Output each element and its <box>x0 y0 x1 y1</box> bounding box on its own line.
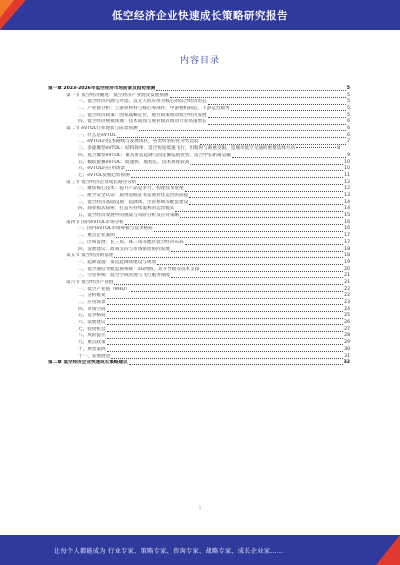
toc-entry-text: 一、起降设施：垂直起降场建设与规划 <box>78 259 157 265</box>
toc-leader-dots <box>107 298 344 299</box>
toc-entry-page: 12 <box>344 186 350 192</box>
toc-entry[interactable] <box>48 173 350 180</box>
toc-leader-dots <box>107 324 344 325</box>
toc-entry[interactable] <box>48 153 350 160</box>
toc-entry-page: 21 <box>344 273 350 279</box>
toc-entry-text: 一、低空经济内涵与外延，以无人机应用为核心的综合经济形态 <box>78 99 207 105</box>
toc-entry-text: 第一章 2023-2026年低空经济市场前景及趋势预测 <box>48 85 156 91</box>
toc-entry-page: 27 <box>344 326 350 332</box>
toc-entry-page: 18 <box>344 246 350 252</box>
toc-entry[interactable] <box>48 273 350 280</box>
toc-leader-dots <box>154 231 343 232</box>
toc-entry[interactable] <box>48 186 350 193</box>
toc-entry[interactable] <box>48 253 350 260</box>
toc-entry-text: 二、重点企业案例 <box>78 233 115 239</box>
toc-entry-page: 11 <box>344 172 350 178</box>
toc-entry[interactable] <box>48 213 350 220</box>
toc-leader-dots <box>296 147 336 148</box>
toc-leader-dots <box>208 117 346 118</box>
toc-entry[interactable] <box>48 280 350 287</box>
toc-entry-text: 四、商业模式探索：打造可持续盈利的运营模式 <box>78 206 175 212</box>
toc-entry-text: 第一节 低空经济概述：低空经济产业链及发展预测 <box>66 92 169 98</box>
toc-leader-dots <box>185 244 343 245</box>
toc-leader-dots <box>131 177 343 178</box>
toc-entry-text: 四、复合翼型eVTOL：兼具垂直起降与固定翼巡航优势，适合中长距离运输 <box>78 152 231 158</box>
toc-leader-dots <box>126 170 343 171</box>
footer-corner-decoration <box>376 535 400 565</box>
toc-entry-page: 15 <box>344 213 350 219</box>
toc-entry-text: 第三节 低空经济企业成长路径分析 <box>66 179 137 185</box>
toc-leader-dots <box>114 284 343 285</box>
toc-leader-dots <box>185 191 343 192</box>
toc-entry-text: 第六节 低空经济产业链 <box>66 279 114 285</box>
toc-leader-dots <box>129 364 343 365</box>
toc-entry-page: 5 <box>347 99 350 105</box>
toc-entry-text: 九、重点政策 <box>78 340 106 346</box>
toc-entry-text: 第五节 低空经济新基建 <box>66 253 114 259</box>
page-number: 1 <box>198 505 202 510</box>
toc-entry[interactable] <box>48 320 350 327</box>
toc-entry-text: 五、倾转旋翼eVTOL：航速快，航程长，技术难度较高 <box>78 159 190 165</box>
toc-entry-page: 26 <box>344 320 350 326</box>
toc-entry-text: 一、什么是eVTOL <box>78 132 116 138</box>
toc-entry[interactable] <box>48 119 350 126</box>
toc-entry-text: 二、低空通信导航监视系统：5G网络、北斗导航等技术支撑 <box>78 266 200 272</box>
toc-entry[interactable] <box>48 327 350 334</box>
toc-entry-page: 32 <box>343 360 350 366</box>
toc-entry[interactable] <box>48 133 350 140</box>
toc-entry-text: 一、国内eVTOL市场规模与竞争格局 <box>78 226 153 232</box>
toc-leader-dots <box>208 104 346 105</box>
toc-entry[interactable] <box>48 333 350 340</box>
toc-entry-page: 28 <box>344 333 350 339</box>
toc-leader-dots <box>189 197 343 198</box>
toc-entry[interactable] <box>48 106 350 113</box>
toc-entry-page: 31 <box>344 353 350 359</box>
toc-entry[interactable] <box>48 146 350 153</box>
toc-entry-page: 8 <box>337 146 341 152</box>
toc-entry-page: 13 <box>344 193 350 198</box>
toc-entry-page: 5 <box>347 112 350 118</box>
toc-leader-dots <box>125 224 343 225</box>
toc-leader-dots <box>137 184 343 185</box>
toc-leader-dots <box>175 211 343 212</box>
toc-entry-page: 17 <box>344 233 350 239</box>
toc-entry[interactable] <box>48 260 350 267</box>
toc-entry-page: 5 <box>347 92 350 98</box>
toc-leader-dots <box>107 311 344 312</box>
toc-leader-dots <box>157 264 343 265</box>
toc-entry[interactable] <box>48 340 350 347</box>
toc-entry-text: 七、投资机会 <box>78 326 106 332</box>
toc-leader-dots <box>232 157 346 158</box>
toc-entry-text: 三、空管系统：低空空域管理与飞行服务保障 <box>78 273 170 279</box>
toc-entry[interactable] <box>48 93 350 100</box>
toc-entry-page: 6 <box>347 119 350 125</box>
toc-entry-page: 5 <box>347 106 350 112</box>
toc-entry[interactable] <box>48 126 350 133</box>
toc-entry[interactable] <box>48 220 350 227</box>
toc-entry-page: 12 <box>344 179 350 185</box>
toc-entry-text: 四、市场空间 <box>78 306 106 312</box>
toc-entry-page: 24 <box>344 306 350 312</box>
toc-leader-dots <box>114 257 343 258</box>
toc-entry-text: 五、竞争格局 <box>78 313 106 319</box>
toc-entry-page: 17 <box>344 239 350 245</box>
toc-entry[interactable] <box>48 293 350 300</box>
toc-leader-dots <box>208 124 346 125</box>
toc-entry[interactable] <box>48 160 350 167</box>
toc-entry-text: 七、eVTOL发展趋势预测 <box>78 172 130 178</box>
toc-entry[interactable] <box>48 193 350 200</box>
toc-entry-page: 9 <box>347 152 350 158</box>
report-title: 低空经济企业快速成长策略研究报告 <box>112 9 288 22</box>
toc-entry-text: 四、发展建议：政策支持与市场驱动协同发展 <box>78 246 170 252</box>
toc-leader-dots <box>107 344 344 345</box>
toc-leader-dots <box>180 217 343 218</box>
toc-entry-page: 22 <box>344 286 350 292</box>
toc-entry-text: 六、发展建议 <box>78 320 106 326</box>
toc-entry[interactable] <box>48 233 350 240</box>
toc-entry-page: 19 <box>344 259 350 265</box>
toc-entry[interactable] <box>48 206 350 213</box>
toc-entry[interactable] <box>48 307 350 314</box>
toc-leader-dots <box>107 331 344 332</box>
toc-entry-text: 第二节 eVTOL行业现状与前景预测 <box>66 126 138 132</box>
toc-entry-page: 29 <box>344 340 350 346</box>
toc-entry[interactable] <box>48 313 350 320</box>
toc-entry-page: 6 <box>347 126 350 132</box>
toc-entry-page: 14 <box>344 206 350 212</box>
toc-entry[interactable] <box>48 354 350 361</box>
toc-entry-page: 5 <box>346 85 350 91</box>
toc-entry-page: 18 <box>344 253 350 259</box>
toc-leader-dots <box>107 351 344 352</box>
toc-entry-page: 22 <box>344 293 350 299</box>
toc-entry-text: 第二章 低空经济企业快速成长策略建议 <box>48 360 128 366</box>
toc-leader-dots <box>139 130 347 131</box>
toc-entry-text: 二、eVTOL的技术路线与发展现状，各类构型的优劣势比较 <box>78 139 199 145</box>
toc-entry-text: 五、低空经济发展中的挑战与风险分析及应对策略 <box>78 213 180 219</box>
toc-entry-text: 二、分析框架 <box>78 293 106 299</box>
toc-entry[interactable] <box>48 99 350 106</box>
toc-leader-dots <box>200 144 346 145</box>
toc-entry-page: 21 <box>344 279 350 285</box>
toc-entry-text: 四、低空经济规模预测：技术成熟与商业模式推动行业高速增长 <box>78 119 207 125</box>
toc-leader-dots <box>190 164 343 165</box>
toc-entry-text: 十、典型案例 <box>78 346 106 352</box>
toc-entry[interactable] <box>48 86 350 93</box>
toc-entry-page: 6 <box>347 132 350 138</box>
toc-entry[interactable] <box>48 247 350 254</box>
toc-entry-page: 10 <box>344 166 350 172</box>
toc-entry-text: 三、低空经济基础设施：起降场、空管系统等配套建设 <box>78 199 189 205</box>
toc-entry[interactable] <box>48 200 350 207</box>
toc-leader-dots <box>156 90 346 91</box>
toc-leader-dots <box>117 137 346 138</box>
toc-entry-page: 14 <box>344 199 350 205</box>
table-of-contents <box>48 86 350 367</box>
toc-heading: 内容目录 <box>179 56 220 66</box>
toc-entry[interactable] <box>48 267 350 274</box>
toc-entry-page: 16 <box>344 219 350 225</box>
header-banner <box>0 0 400 30</box>
toc-entry-page: 30 <box>344 346 350 352</box>
toc-entry-text: 八、风险提示 <box>78 333 106 339</box>
footer-banner <box>0 535 400 565</box>
toc-entry[interactable] <box>48 113 350 120</box>
toc-leader-dots <box>131 291 344 292</box>
toc-entry-text: 第四节 国内eVTOL市场分析 <box>66 219 124 225</box>
toc-entry-text: 三、区域发展：长三角、珠三角等地区低空经济布局 <box>78 239 184 245</box>
toc-entry[interactable] <box>48 360 350 367</box>
toc-entry-page: 23 <box>344 300 350 305</box>
toc-entry[interactable] <box>48 287 350 294</box>
toc-entry-text: 二、航空安全认证：取得适航证书是商业化运营的前提 <box>78 193 189 198</box>
toc-entry[interactable] <box>48 180 350 187</box>
toc-leader-dots <box>171 277 343 278</box>
toc-leader-dots <box>231 110 346 111</box>
toc-entry-text: 二、产业链分析：上游原材料与核心零部件，中游整机制造，下游运营服务 <box>78 106 230 112</box>
toc-entry-text: 一、聚焦核心技术：提升产品竞争力，构建技术壁垒 <box>78 186 184 192</box>
header-corner-decoration-inner <box>0 0 14 18</box>
toc-entry-text: 三、低空经济政策：国家战略定位，地方政策推动低空经济发展 <box>78 112 207 118</box>
toc-entry-text: 一、低空产业链（RHD） <box>78 286 130 292</box>
toc-entry-text: 十一、发展展望 <box>78 353 111 359</box>
toc-leader-dots <box>171 251 343 252</box>
toc-leader-dots <box>107 304 344 305</box>
toc-entry-page: 10 <box>344 159 350 165</box>
toc-entry-page: 16 <box>344 226 350 232</box>
toc-leader-dots <box>189 204 343 205</box>
toc-entry-text: 三、多旋翼型eVTOL：结构简单，适合短途低速飞行，但航时与载重受限，是城市低空交通的重要选择方向 <box>78 146 296 152</box>
toc-entry-page: 20 <box>344 266 350 272</box>
footer-slogan: 让每个人都能成为 行业专家、策略专家、咨询专家、战略专家、成长企业家…… <box>54 547 284 555</box>
toc-entry-page: 7 <box>347 139 350 145</box>
toc-entry[interactable] <box>48 240 350 247</box>
toc-leader-dots <box>107 318 344 319</box>
toc-entry-page: 25 <box>344 313 350 319</box>
toc-entry[interactable] <box>48 166 350 173</box>
toc-entry-text: 三、应用场景 <box>78 300 106 305</box>
toc-leader-dots <box>200 271 343 272</box>
toc-entry[interactable] <box>48 226 350 233</box>
toc-entry[interactable] <box>48 300 350 307</box>
toc-entry[interactable] <box>48 347 350 354</box>
toc-leader-dots <box>107 338 344 339</box>
toc-leader-dots <box>170 97 347 98</box>
toc-leader-dots <box>116 237 343 238</box>
toc-leader-dots <box>111 358 343 359</box>
toc-entry-text: 六、eVTOL的应用场景 <box>78 166 126 172</box>
